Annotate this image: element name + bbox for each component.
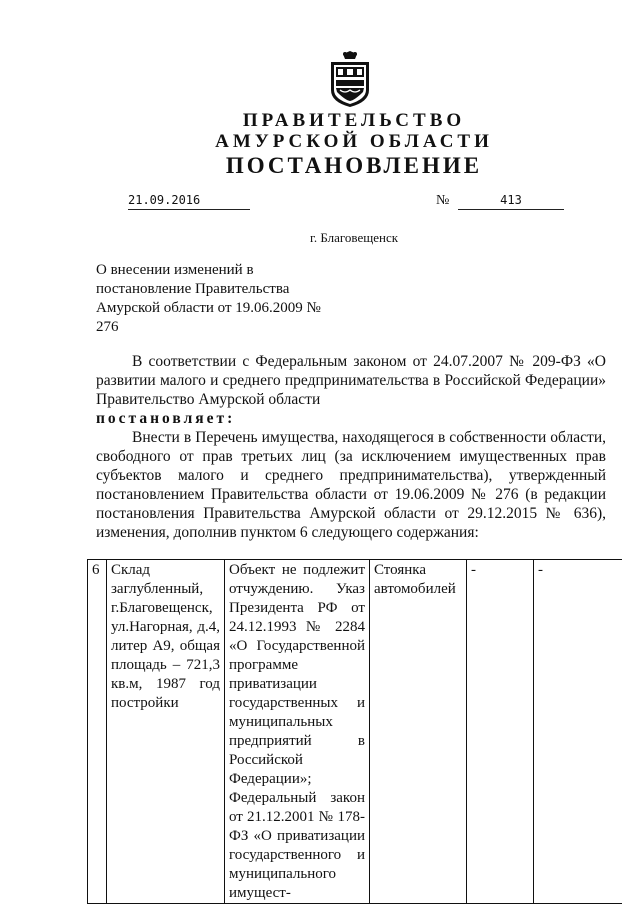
org-name-line1: ПРАВИТЕЛЬСТВО: [242, 110, 466, 131]
coat-of-arms-icon: [325, 50, 375, 108]
column-6-value: -: [534, 560, 623, 904]
resolve-word: постановляет:: [96, 410, 236, 427]
document-type: ПОСТАНОВЛЕНИЕ: [225, 153, 483, 178]
resolution-paragraph: Внести в Перечень имущества, находящегося в собственности области, свободного от прав третьих лиц (за исключением имущественных прав субъектов малого и среднего предпринимательства), утвержденный постановлением Правительства области от 19.06.2009 № 276 (в редакции постановления Правительства Амурской области от 29.12.2015 № 636), изменения, дополнив пунктом 6 следующего содержания:: [96, 429, 606, 541]
restriction-basis: Объект не подлежит отчуждению. Указ Президента РФ от 24.12.1993 № 2284 «О Государственной программе приватизации государственных и муниципальных предприятий в Российской Федерации»; Федеральный закон от 21.12.2001 № 178-ФЗ «О приватизации государственного и муниципального имущест-: [225, 560, 370, 904]
property-table: [87, 559, 622, 904]
document-body: [96, 352, 606, 542]
city: г. Благовещенск: [309, 230, 399, 245]
table-row: [88, 560, 623, 904]
row-number: 6: [88, 560, 107, 904]
preamble-paragraph: В соответствии с Федеральным законом от 24.07.2007 № 209-ФЗ «О развитии малого и среднего предпринимательства в Российской Федерации» Правительство Амурской области: [96, 353, 606, 408]
document-date: 21.09.2016: [128, 193, 250, 210]
column-5-value: -: [467, 560, 534, 904]
object-description: Склад заглубленный, г.Благовещенск, ул.Нагорная, д.4, литер А9, общая площадь – 721,3 кв.м, 1987 год постройки: [107, 560, 225, 904]
document-subject: О внесении изменений в постановление Правительства Амурской области от 19.06.2009 № 276: [96, 262, 321, 335]
document-number: 413: [458, 193, 564, 210]
purpose: Стоянка автомобилей: [370, 560, 467, 904]
number-label: №: [436, 193, 450, 208]
org-name-line2: АМУРСКОЙ ОБЛАСТИ: [215, 131, 493, 152]
